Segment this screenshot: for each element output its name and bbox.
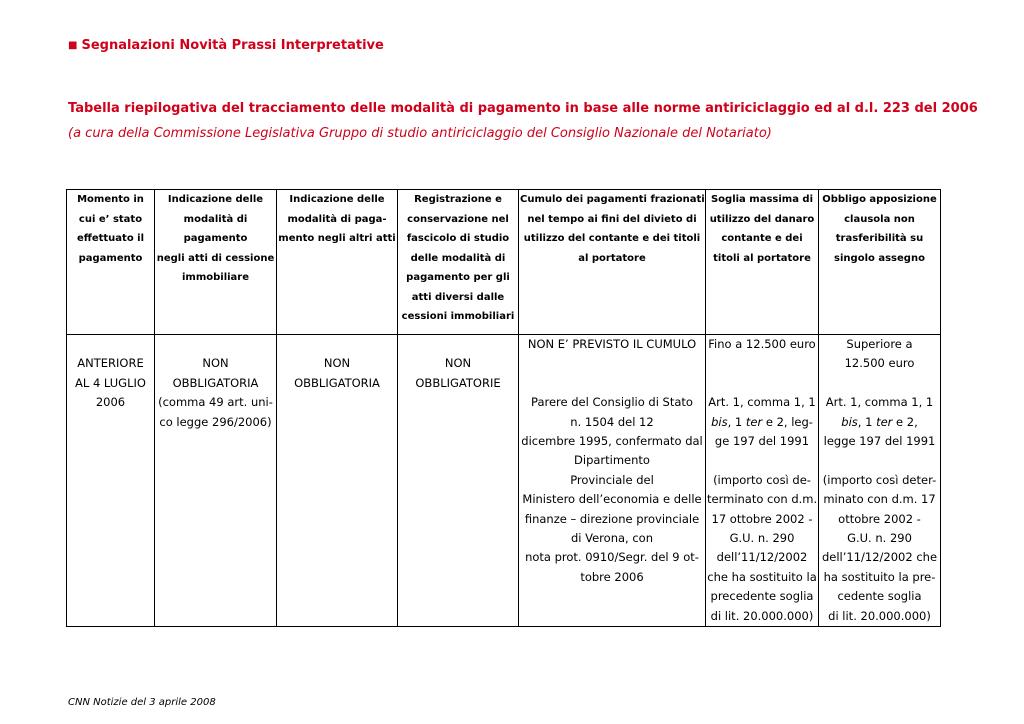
- cell-indicazione-cessione: NON OBBLIGATORIA (comma 49 art. uni- co legge 296/2006): [155, 335, 277, 627]
- section-title: Segnalazioni Novità Prassi Interpretative: [81, 38, 384, 53]
- header-cell-obbligo: Obbligo apposizione clausola non trasferibilità su singolo assegno: [819, 190, 941, 335]
- cell-indicazione-altri-atti: NON OBBLIGATORIA: [277, 335, 398, 627]
- header-cell-cumulo: Cumulo dei pagamenti frazionati nel tempo ai fini del divieto di utilizzo del contante e dei titoli al portatore: [519, 190, 706, 335]
- document-title: Tabella riepilogativa del tracciamento delle modalità di pagamento in base alle norme antiriciclaggio ed al d.l. 223 del 2006: [68, 101, 978, 116]
- cell-cumulo: NON E’ PREVISTO IL CUMULO Parere del Consiglio di Stato n. 1504 del 12 dicembre 1995, confermato dal Dipartimento Provinciale del Ministero dell’economia e delle finanze – direzione provinciale di Verona, con nota prot. 0910/Segr. del 9 ot- tobre 2006: [519, 335, 706, 627]
- header-cell-indicazione-cessione: Indicazione delle modalità di pagamento negli atti di cessione immobiliare: [155, 190, 277, 335]
- cell-obbligo: Superiore a 12.500 euro Art. 1, comma 1, 1 bis, 1 ter e 2, legge 197 del 1991 (importo così deter- minato con d.m. 17 ottobre 2002 - G.U. n. 290 dell’11/12/2002 che ha sostituito la pre- cedente soglia di lit. 20.000.000): [819, 335, 941, 627]
- header-cell-indicazione-altri-atti: Indicazione delle modalità di paga- mento negli altri atti: [277, 190, 398, 335]
- table-header-row: [67, 190, 941, 335]
- header-cell-soglia: Soglia massima di utilizzo del danaro contante e dei titoli al portatore: [706, 190, 819, 335]
- header-cell-registrazione: Registrazione e conservazione nel fascicolo di studio delle modalità di pagamento per gli atti diversi dalle cessioni immobiliari: [398, 190, 519, 335]
- section-header: [68, 38, 384, 53]
- cell-registrazione: NON OBBLIGATORIE: [398, 335, 519, 627]
- payment-tracking-table: [66, 189, 941, 627]
- header-cell-momento: Momento in cui e’ stato effettuato il pagamento: [67, 190, 155, 335]
- document-subtitle: (a cura della Commissione Legislativa Gruppo di studio antiriciclaggio del Consiglio Nazionale del Notariato): [68, 126, 772, 141]
- cell-momento: ANTERIORE AL 4 LUGLIO 2006: [67, 335, 155, 627]
- page-footer: CNN Notizie del 3 aprile 2008: [68, 697, 216, 708]
- table-row: [67, 335, 941, 627]
- cell-soglia: Fino a 12.500 euro Art. 1, comma 1, 1 bis, 1 ter e 2, leg- ge 197 del 1991 (importo così de- terminato con d.m. 17 ottobre 2002 - G.U. n. 290 dell’11/12/2002 che ha sostituito la precedente soglia di lit. 20.000.000): [706, 335, 819, 627]
- square-bullet-icon: ■: [68, 40, 78, 51]
